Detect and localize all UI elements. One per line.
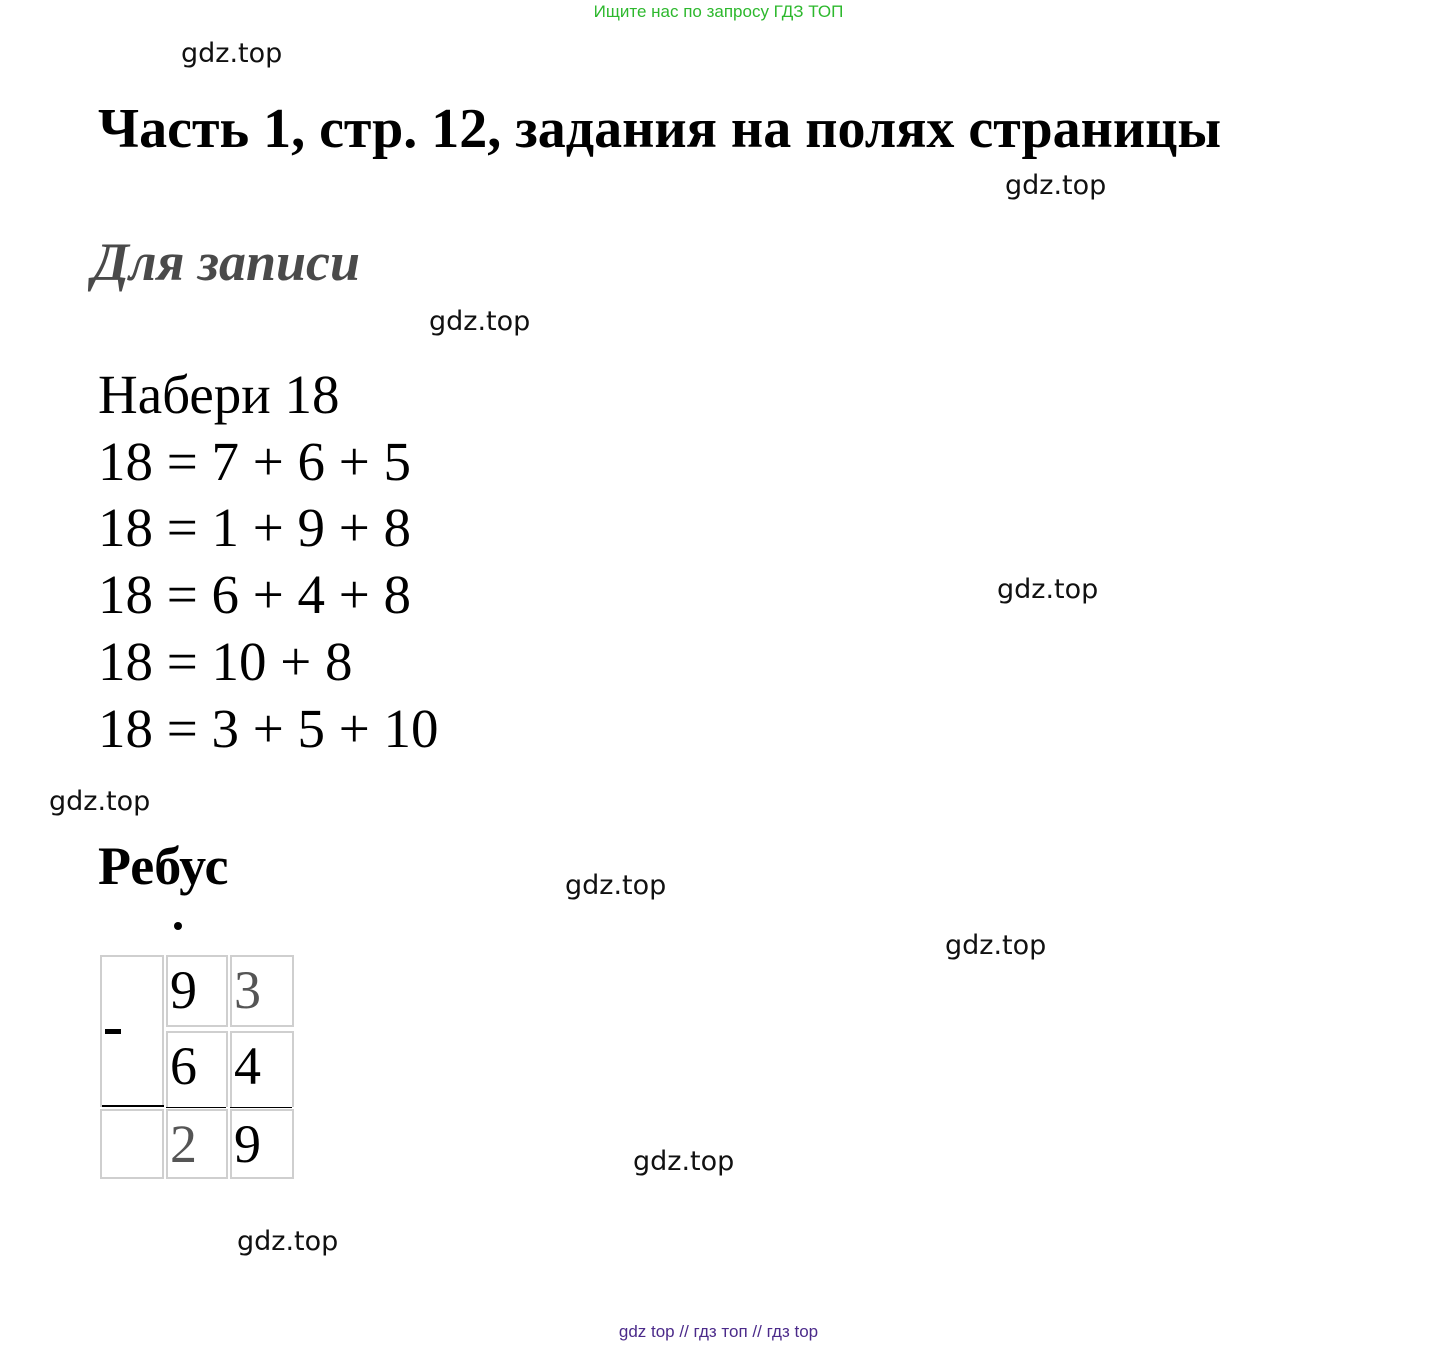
footer-link[interactable]: гдз top — [766, 1322, 819, 1341]
task-heading: Набери 18 — [98, 364, 340, 425]
footer-separator: // — [752, 1322, 762, 1341]
minuend-digit-tens: 9 — [166, 955, 228, 1027]
equation-line: 18 = 6 + 4 + 8 — [98, 564, 412, 625]
underline-rule — [166, 1107, 226, 1108]
difference-digit-tens: 2 — [166, 1109, 228, 1179]
section-subtitle: Для записи — [92, 232, 361, 292]
watermark: gdz.top — [429, 306, 531, 337]
watermark: gdz.top — [49, 786, 151, 817]
watermark: gdz.top — [181, 38, 283, 69]
equation-line: 18 = 7 + 6 + 5 — [98, 431, 412, 492]
subtrahend-digit-ones: 4 — [230, 1031, 294, 1107]
minuend-digit-ones: 3 — [230, 955, 294, 1027]
difference-digit-ones: 9 — [230, 1109, 294, 1179]
watermark: gdz.top — [1005, 170, 1107, 201]
footer-links — [0, 1320, 1437, 1344]
watermark: gdz.top — [945, 930, 1047, 961]
footer-link[interactable]: гдз топ — [693, 1322, 748, 1341]
top-banner[interactable]: Ищите нас по запросу ГДЗ ТОП — [593, 2, 844, 21]
watermark: gdz.top — [237, 1226, 339, 1257]
footer-link[interactable]: gdz top — [618, 1322, 675, 1341]
carry-dot — [174, 922, 182, 930]
subtrahend-digit-tens: 6 — [166, 1031, 228, 1107]
minus-sign — [105, 1029, 121, 1034]
empty-result-cell — [100, 1109, 164, 1179]
underline-rule — [230, 1107, 292, 1108]
watermark: gdz.top — [565, 870, 667, 901]
footer-separator: // — [679, 1322, 689, 1341]
underline-rule — [102, 1105, 164, 1107]
rebus-heading: Ребус — [98, 836, 229, 896]
watermark: gdz.top — [633, 1146, 735, 1177]
equation-line: 18 = 3 + 5 + 10 — [98, 698, 439, 759]
watermark: gdz.top — [997, 574, 1099, 605]
equation-line: 18 = 10 + 8 — [98, 631, 353, 692]
page-title: Часть 1, стр. 12, задания на полях страницы — [98, 98, 1222, 160]
equation-line: 18 = 1 + 9 + 8 — [98, 497, 412, 558]
